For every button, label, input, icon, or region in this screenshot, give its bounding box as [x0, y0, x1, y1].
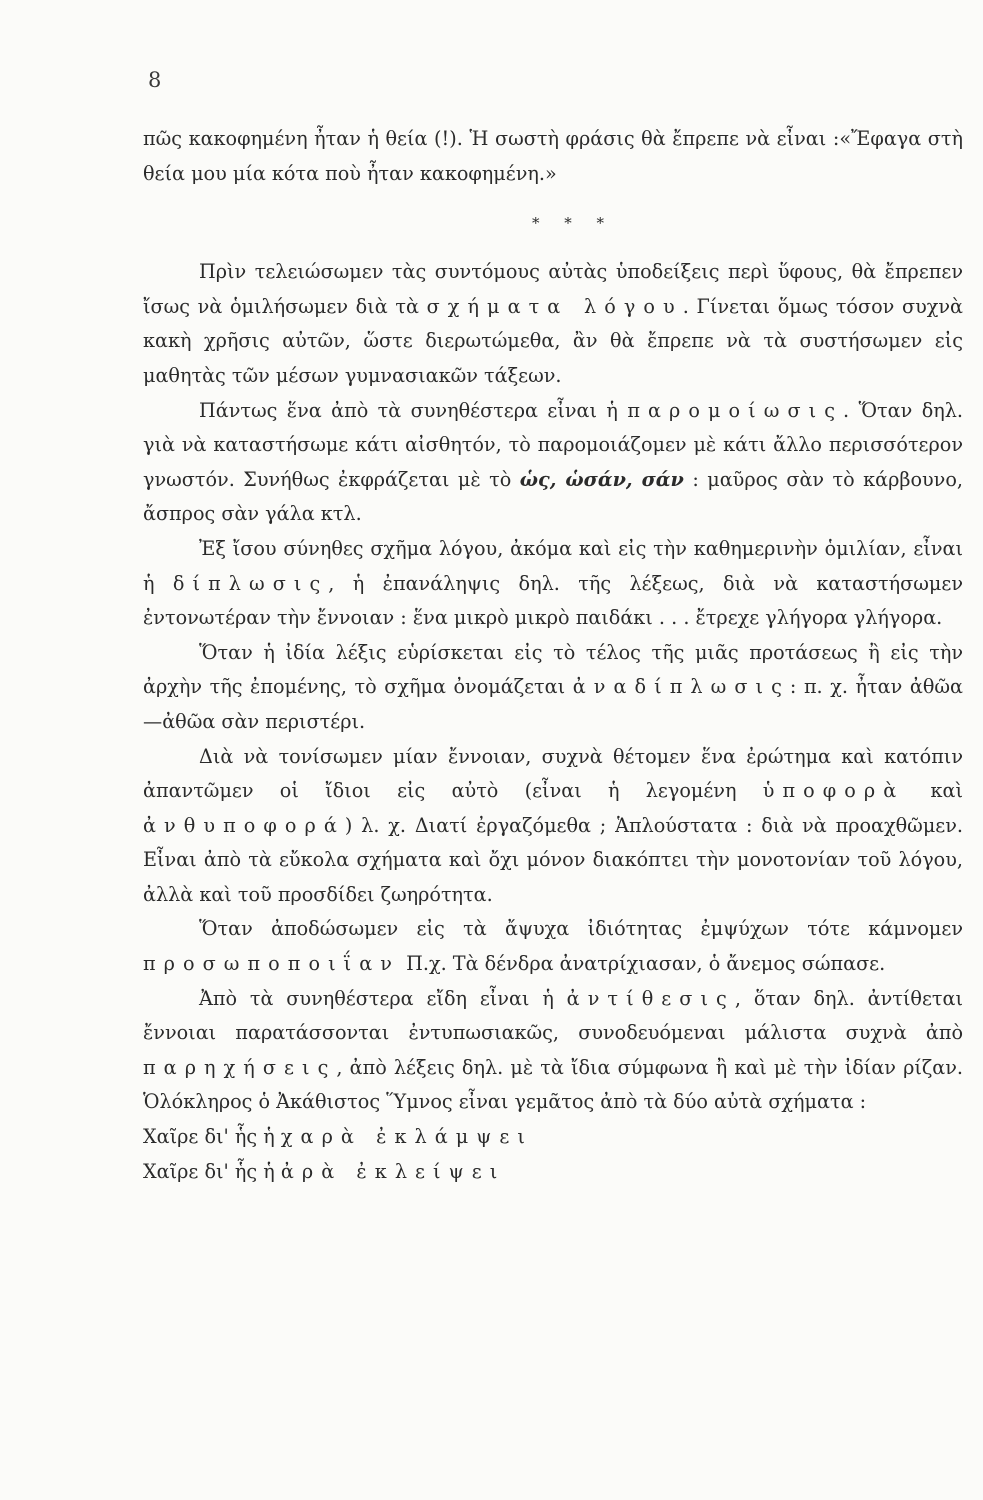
- paragraph-3: [143, 394, 963, 532]
- section-separator: * * *: [531, 214, 615, 233]
- verse-line-1-text: Χαῖρε δι' ἧς ἡ: [143, 1125, 281, 1149]
- paragraph-3-text-c: . Ὅταν δηλ. γιὰ νὰ καταστήσωμε κάτι αἰσθητόν, τὸ παρομοιάζομεν μὲ κάτι ἄλλο περισσότερον γνωστόν. Συνήθως ἐκφράζεται μὲ τὸ: [143, 398, 963, 491]
- paragraph-7-emphasis: προσωποποιΐαν: [143, 952, 401, 976]
- paragraph-2: [143, 255, 963, 393]
- paragraph-8-emphasis-1: ἀντίθεσις: [566, 986, 735, 1010]
- paragraph-6-text-a: Διὰ νὰ τονίσωμεν μίαν ἔννοιαν, συχνὰ θέτομεν ἕνα ἐρώτημα καὶ κατόπιν ἀπαντῶμεν οἱ ἴδιοι εἰς αὐτὸ (εἶναι ἡ λεγομένη: [143, 744, 963, 803]
- paragraph-2-emphasis: σχήματα λόγου: [426, 294, 683, 318]
- paragraph-6-text-e: ) λ. χ. Διατί ἐργαζόμεθα ; Ἁπλούστατα : διὰ νὰ προαχθῶμεν. Εἶναι ἀπὸ τὰ εὔκολα σχήματα καὶ ὄχι μόνον διακόπτει τὴν μονοτονίαν τοῦ λόγου, ἀλλὰ καὶ τοῦ προσδίδει ζωηρότητα.: [143, 813, 963, 906]
- body-text: [143, 122, 963, 1189]
- paragraph-8-emphasis-2: παρηχήσεις: [143, 1055, 337, 1079]
- paragraph-5-emphasis: ἀναδίπλωσις: [572, 675, 790, 699]
- paragraph-4-emphasis: δίπλωσις: [172, 571, 329, 595]
- paragraph-5: [143, 636, 963, 740]
- paragraph-6-text-c: καὶ: [904, 779, 963, 803]
- paragraph-8-text-c: , ὅταν δηλ. ἀντίθεται ἔννοιαι παρατάσσονται ἐντυπωσιακῶς, συνοδευόμεναι μάλιστα συχνὰ ἀπὸ: [143, 986, 963, 1045]
- paragraph-1-text: πῶς κακοφημένη ἦταν ἡ θεία (!). Ἡ σωστὴ φράσις θὰ ἔπρεπε νὰ εἶναι :«Ἔφαγα στὴ θεία μου μία κότα ποὺ ἦταν κακοφημένη.»: [143, 127, 963, 185]
- verse-line-2-emphasis: ἀρὰ ἐκλείψει: [280, 1159, 506, 1183]
- verse-line-2: [143, 1155, 963, 1190]
- paragraph-6-emphasis-1: ὑποφορὰ: [762, 779, 905, 803]
- verse-line-2-text: Χαῖρε δι' ἧς ἡ: [143, 1159, 281, 1183]
- paragraph-7-text-c: Π.χ. Τὰ δένδρα ἀνατρίχιασαν, ὁ ἄνεμος σώπασε.: [400, 952, 886, 976]
- paragraph-3-text-e: : μαῦρος σὰν τὸ κάρβουνο, ἄσπρος σὰν γάλα κτλ.: [143, 467, 963, 526]
- page-number: 8: [148, 68, 162, 92]
- paragraph-8: [143, 982, 963, 1120]
- paragraph-4: [143, 532, 963, 636]
- paragraph-6: [143, 740, 963, 913]
- paragraph-2-text-c: . Γίνεται ὅμως τόσον συχνὰ κακὴ χρῆσις αὐτῶν, ὥστε διερωτώμεθα, ἂν θὰ ἔπρεπε νὰ τὰ συστήσωμεν εἰς μαθητὰς τῶν μέσων γυμνασιακῶν τάξεων.: [143, 294, 963, 387]
- verse-line-1-emphasis: χαρὰ ἐκλάμψει: [280, 1125, 533, 1149]
- verse-line-1: [143, 1120, 963, 1155]
- paragraph-5-text-a: Ὅταν ἡ ἰδία λέξις εὑρίσκεται εἰς τὸ τέλος τῆς μιᾶς προτάσεως ἢ εἰς τὴν ἀρχὴν τῆς ἐπομένης, τὸ σχῆμα ὀνομάζεται: [143, 640, 963, 699]
- paragraph-7: [143, 912, 963, 981]
- paragraph-8-text-a: Ἀπὸ τὰ συνηθέστερα εἴδη εἶναι ἡ: [199, 986, 567, 1010]
- paragraph-2-text-a: Πρὶν τελειώσωμεν τὰς συντόμους αὐτὰς ὑποδείξεις περὶ ὕφους, θὰ ἔπρεπεν ἴσως νὰ ὁμιλήσωμεν διὰ τὰ: [143, 260, 963, 318]
- paragraph-3-emphasis: παρομοίωσις: [627, 398, 844, 422]
- paragraph-7-text-a: Ὅταν ἀποδώσωμεν εἰς τὰ ἄψυχα ἰδιότητας ἐμψύχων τότε κάμνομεν: [199, 917, 963, 941]
- paragraph-5-text-c: : π. χ. ἦταν ἀθῶα—ἀθῶα σὰν περιστέρι.: [143, 675, 963, 733]
- paragraph-4-text-c: , ἡ ἐπανάληψις δηλ. τῆς λέξεως, διὰ νὰ καταστήσωμεν ἐντονωτέραν τὴν ἔννοιαν : ἕνα μικρὸ μικρὸ παιδάκι . . . ἔτρεχε γλήγορα γλήγορα.: [143, 571, 963, 630]
- paragraph-6-emphasis-2: ἀνθυποφορά: [143, 813, 345, 837]
- paragraph-1: [143, 122, 963, 191]
- paragraph-3-bold: ὡς, ὡσάν, σάν: [519, 467, 684, 491]
- paragraph-8-text-e: , ἀπὸ λέξεις δηλ. μὲ τὰ ἴδια σύμφωνα ἢ καὶ μὲ τὴν ἰδίαν ρίζαν. Ὁλόκληρος ὁ Ἀκάθιστος Ὕμνος εἶναι γεμᾶτος ἀπὸ τὰ δύο αὐτὰ σχήματα :: [143, 1055, 963, 1114]
- paragraph-4-text-a: Ἐξ ἴσου σύνηθες σχῆμα λόγου, ἀκόμα καὶ εἰς τὴν καθημερινὴν ὁμιλίαν, εἶναι ἡ: [143, 536, 963, 595]
- paragraph-3-text-a: Πάντως ἕνα ἀπὸ τὰ συνηθέστερα εἶναι ἡ: [199, 398, 628, 422]
